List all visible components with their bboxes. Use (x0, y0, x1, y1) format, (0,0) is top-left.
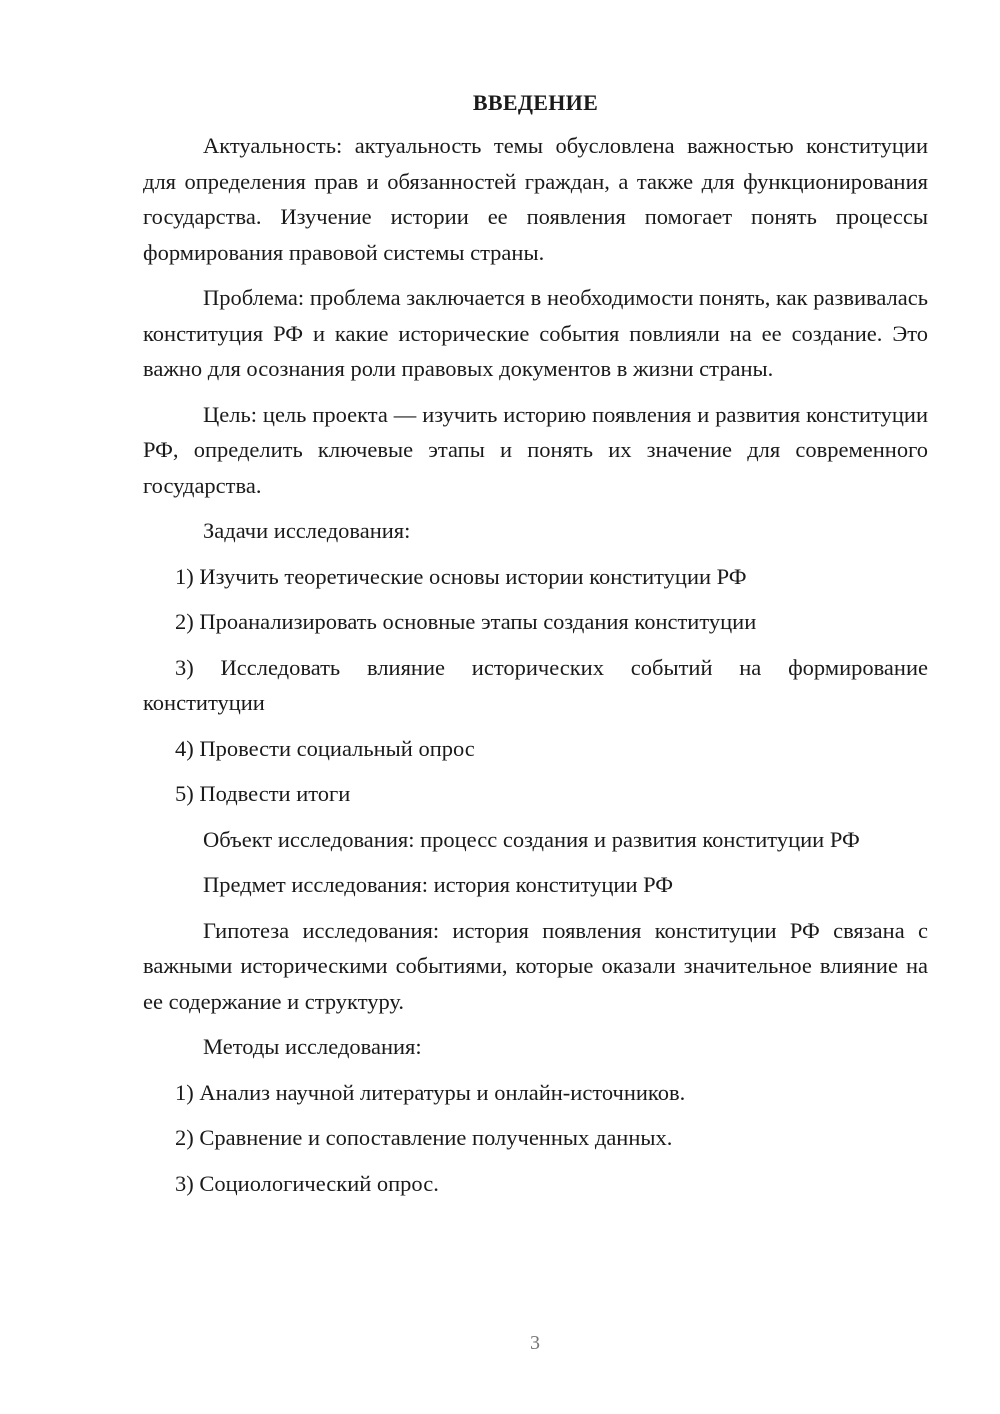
relevance-paragraph: Актуальность: актуальность темы обусловлена важностью конституции для определения прав и обязанностей граждан, а также для функционирования государства. Изучение истории ее появления помогает понять процессы формирования правовой системы страны. (143, 133, 928, 265)
tasks-title: Задачи исследования: (203, 518, 411, 543)
methods-title: Методы исследования: (203, 1034, 422, 1059)
task-item-4: 4) Провести социальный опрос (175, 735, 475, 761)
task-item-1: 1) Изучить теоретические основы истории конституции РФ (175, 563, 747, 589)
method-item-1: 1) Анализ научной литературы и онлайн-источников. (175, 1079, 686, 1105)
research-subject: Предмет исследования: история конституции РФ (203, 872, 674, 897)
page-number: 3 (530, 1332, 540, 1354)
task-item-3: 3) Исследовать влияние исторических событий на формирование конституции (143, 654, 928, 715)
goal-paragraph: Цель: цель проекта — изучить историю появления и развития конституции РФ, определить ключевые этапы и понять их значение для современного государства. (143, 401, 928, 498)
page-heading: ВВЕДЕНИЕ (472, 90, 599, 115)
document-page (143, 88, 928, 1211)
task-item-5: 5) Подвести итоги (175, 781, 351, 806)
method-item-2: 2) Сравнение и сопоставление полученных данных. (175, 1125, 673, 1150)
problem-paragraph: Проблема: проблема заключается в необходимости понять, как развивалась конституция РФ и какие исторические события повлияли на ее создание. Это важно для осознания роли правовых документов в жизни страны. (143, 285, 928, 381)
task-item-2: 2) Проанализировать основные этапы создания конституции (175, 609, 757, 634)
research-object: Объект исследования: процесс создания и развития конституции РФ (203, 826, 860, 852)
method-item-3: 3) Социологический опрос. (175, 1170, 439, 1196)
hypothesis-paragraph: Гипотеза исследования: история появления конституции РФ связана с важными историческими событиями, которые оказали значительное влияние на ее содержание и структуру. (143, 917, 928, 1014)
